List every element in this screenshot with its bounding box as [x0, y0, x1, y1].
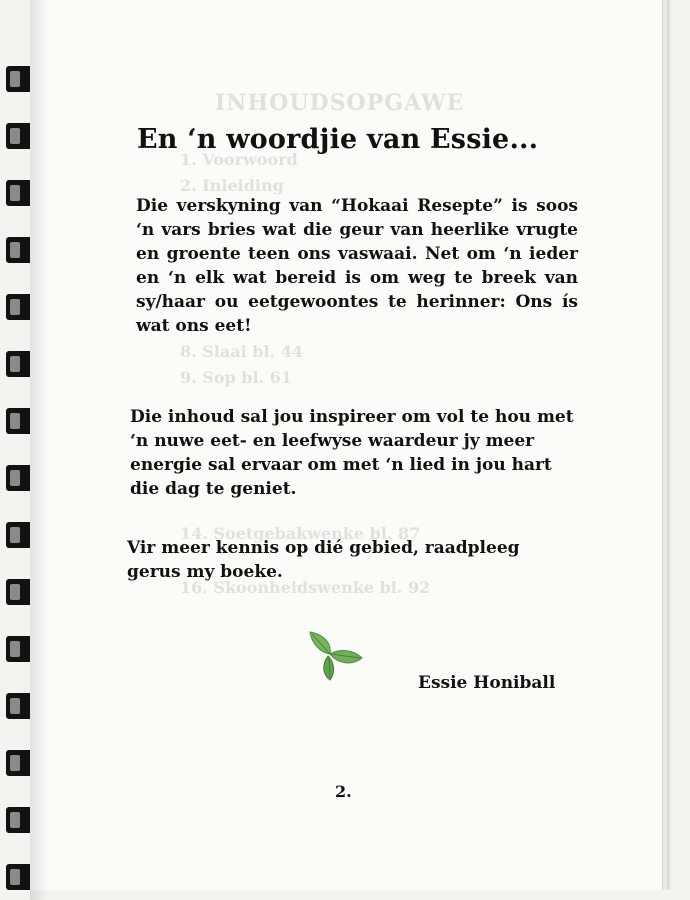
- page-edge-shadow: [30, 0, 48, 900]
- mint-leaves-icon: [304, 628, 364, 684]
- bleed-through-line: 8. Slaai bl. 44: [180, 342, 303, 361]
- bleed-through-line: 9. Sop bl. 61: [180, 368, 292, 387]
- inspiration-paragraph: Die inhoud sal jou inspireer om vol te hou met ‘n nuwe eet- en leefwyse waardeur jy meer energie sal ervaar om met ‘n lied in jou hart die dag te geniet.: [130, 407, 574, 499]
- books-paragraph: Vir meer kennis op dié gebied, raadpleeg gerus my boeke.: [127, 538, 520, 582]
- bleed-through-title: INHOUDSOPGAWE: [215, 90, 465, 116]
- bleed-through-line: 2. Inleiding: [180, 176, 284, 195]
- intro-paragraph: Die verskyning van “Hokaai Resepte” is soos ‘n vars bries wat die geur van heerlike vrugte en groente teen ons vaswaai. Net om ‘n ieder en ‘n elk wat bereid is om weg te breek van sy/haar ou eetgewoontes te herinner: Ons ís wat ons eet!: [136, 196, 578, 336]
- bleed-through-line: 14. Soetgebakwenke bl. 87: [180, 524, 421, 543]
- author-signature: Essie Honiball: [418, 673, 556, 693]
- bleed-through-line: 1. Voorwoord: [180, 150, 298, 169]
- bleed-through-contents: [180, 90, 520, 610]
- bleed-through-line: 16. Skoonheidswenke bl. 92: [180, 578, 431, 597]
- page-heading: En ‘n woordjie van Essie...: [137, 124, 539, 155]
- page-number: 2.: [335, 782, 352, 801]
